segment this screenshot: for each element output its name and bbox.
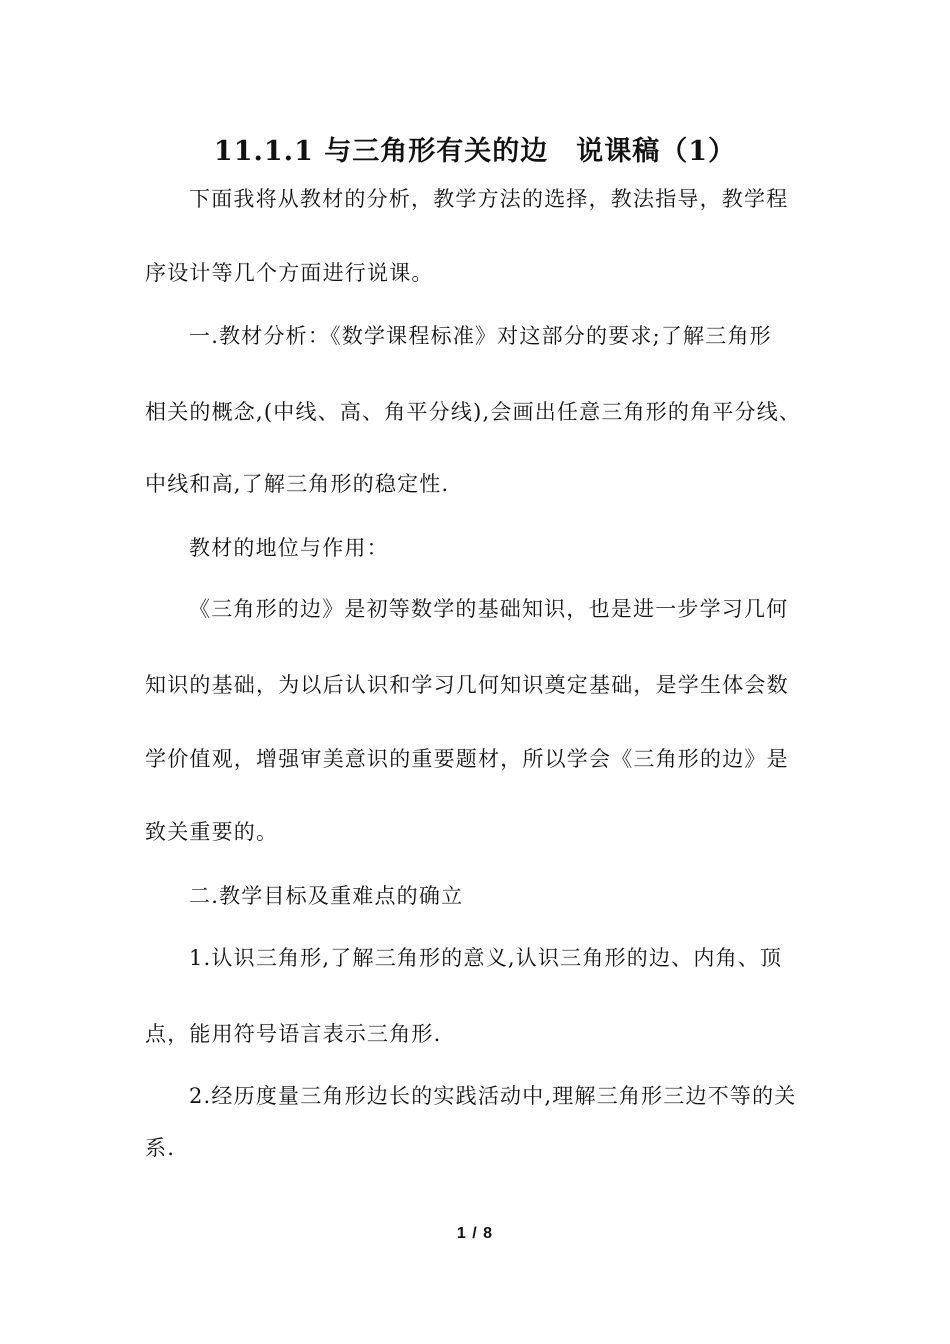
paragraph-line: 学价值观，增强审美意识的重要题材，所以学会《三角形的边》是 bbox=[145, 747, 789, 771]
paragraph-line: 一.教材分析：《数学课程标准》对这部分的要求;了解三角形 bbox=[189, 324, 772, 348]
paragraph-line: 序设计等几个方面进行说课。 bbox=[145, 261, 434, 285]
document-title: 11.1.1 与三角形有关的边 说课稿（1） bbox=[213, 136, 737, 167]
paragraph-line: 二.教学目标及重难点的确立 bbox=[189, 884, 464, 908]
paragraph-line: 系. bbox=[145, 1136, 176, 1160]
paragraph-line: 致关重要的。 bbox=[145, 820, 279, 844]
paragraph-line: 中线和高,了解三角形的稳定性. bbox=[145, 472, 450, 496]
paragraph-line: 《三角形的边》是初等数学的基础知识，也是进一步学习几何 bbox=[189, 597, 789, 621]
page-number: 1 / 8 bbox=[456, 1225, 494, 1242]
paragraph-line: 点，能用符号语言表示三角形. bbox=[145, 1022, 442, 1046]
paragraph-line: 1.认识三角形,了解三角形的意义,认识三角形的边、内角、顶 bbox=[189, 946, 783, 970]
paragraph-line: 相关的概念,(中线、高、角平分线),会画出任意三角形的角平分线、 bbox=[145, 400, 802, 424]
paragraph-line: 知识的基础，为以后认识和学习几何知识奠定基础，是学生体会数 bbox=[145, 673, 789, 697]
paragraph-line: 教材的地位与作用： bbox=[189, 536, 389, 560]
paragraph-line: 下面我将从教材的分析，教学方法的选择，教法指导，教学程 bbox=[189, 187, 789, 211]
paragraph-line: 2.经历度量三角形边长的实践活动中,理解三角形三边不等的关 bbox=[189, 1084, 797, 1108]
